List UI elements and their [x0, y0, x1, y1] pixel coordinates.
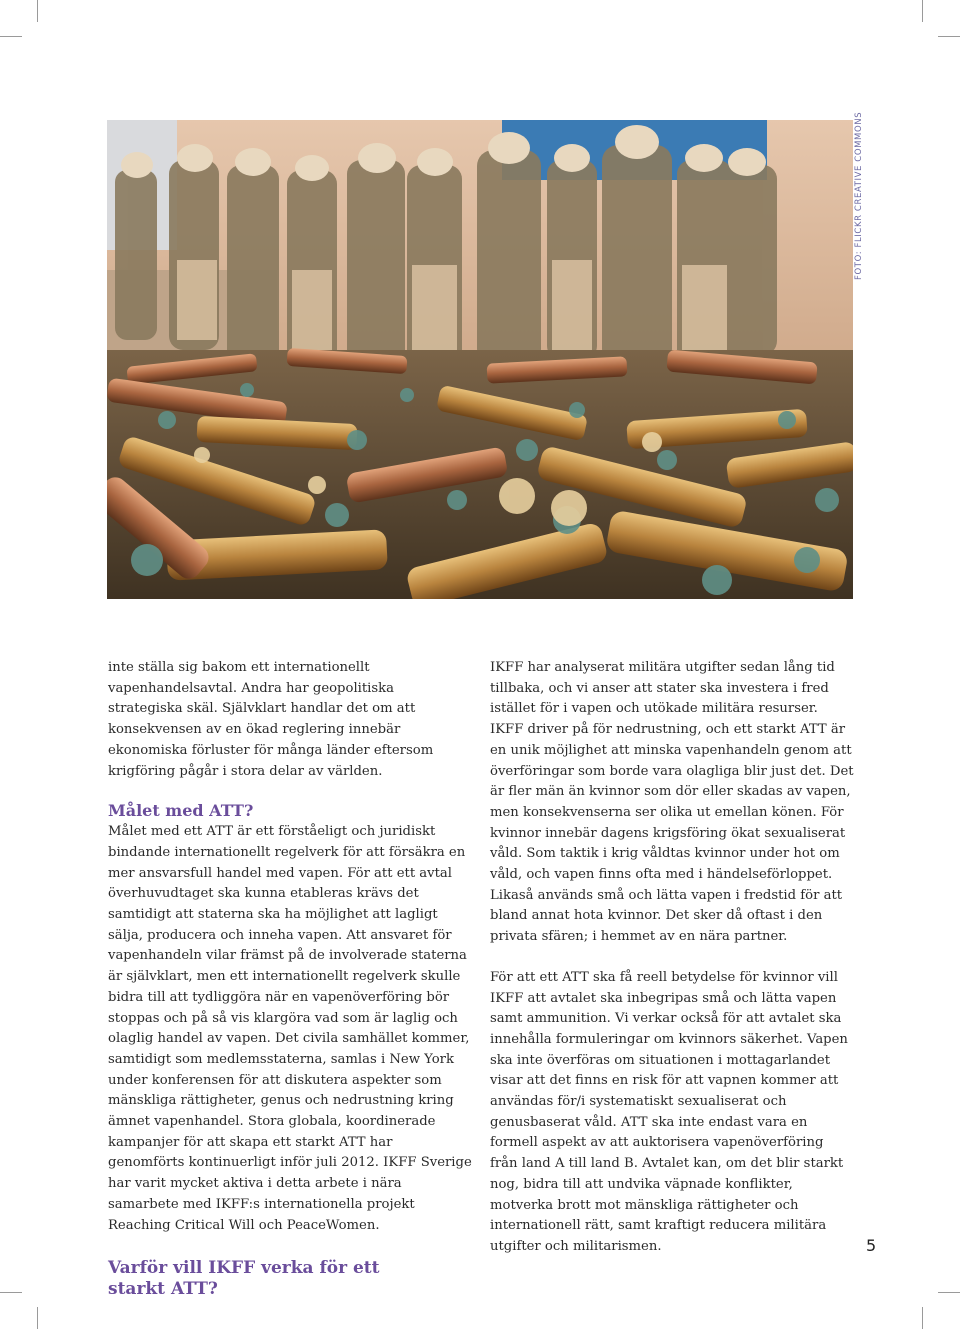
crop-mark	[938, 1292, 960, 1293]
intro-paragraph: inte ställa sig bakom ett internationellt vapenhandelsavtal. Andra har geopolitiska strategiska skäl. Självklart handlar det om att konsekvensen av en ökad reglering innebär ekonomiska förluster för många länder eftersom krigföring pågår i stora delar av världen.	[108, 660, 434, 779]
crop-mark	[922, 1307, 923, 1329]
crop-mark	[922, 0, 923, 22]
section-heading-why: Varför vill IKFF verka för ett starkt ATT?	[108, 1258, 380, 1300]
crop-mark	[37, 1307, 38, 1329]
women-paragraph: För att ett ATT ska få reell betydelse för kvinnor vill IKFF att avtalet ska inbegripas små och lätta vapen samt ammunition. Vi verkar också för att avtalet ska innehålla formuleringar om kvinnors säkerhet. Vapen ska inte överföras om situationen i mottagarlandet visar att det finns en risk för att vapnen kommer att användas för/i systematiskt sexualiserat och genusbaserat våld. ATT ska inte endast vara en formell aspekt av att auktorisera vapenöverföring från land A till land B. Avtalet kan, om det blir starkt nog, bidra till att undvika väpnade konflikter, motverka brott mot mänskliga rättigheter och internationell rätt, samt kraftigt reducera militära utgifter och militarismen.	[490, 969, 848, 1254]
section-heading-goal: Målet med ATT?	[108, 801, 254, 821]
crop-mark	[938, 36, 960, 37]
crop-mark	[0, 36, 22, 37]
analysis-paragraph: IKFF har analyserat militära utgifter sedan lång tid tillbaka, och vi anser att stater ska investera i fred istället för i vapen och utökade militära resurser. IKFF driver på för nedrustning, och ett starkt ATT är en unik möjlighet att minska vapenhandeln genom att överföringar som borde vara olagliga blir just det. Det är fler män än kvinnor som dör eller skadas av vapen, men konsekvenserna ser olika ut emellan könen. För kvinnor innebär dagens krigsföring ökat sexualiserat våld. Som taktik i krig våldtas kvinnor under hot om våld, och vapen finns ofta med i händelseförloppet. Likaså används små och lätta vapen i fredstid för att bland annat hota kvinnor. Det sker då oftast i den privata sfären; i hemmet av en nära partner.	[490, 660, 854, 945]
left-column	[108, 658, 472, 1300]
soldiers-ammunition-photo	[107, 120, 853, 599]
crop-mark	[37, 0, 38, 22]
goal-paragraph: Målet med ett ATT är ett förståeligt och juridiskt bindande internationellt regelverk för att försäkra en mer ansvarsfull handel med vapen. För att ett avtal överhuvudtaget ska kunna etableras krävs det samtidigt att staterna ska ha möjlighet att lagligt sälja, producera och inneha vapen. Att ansvaret för vapenhandeln vilar främst på de involverade staterna är självklart, men ett internationellt regelverk skulle bidra till att tydliggöra när en vapenöverföring bör stoppas och på så vis klargöra vad som är laglig och olaglig handel av vapen. Det civila samhället kommer, samtidigt som medlemsstaterna, samlas i New York under konferensen för att diskutera aspekter som mänskliga rättigheter, genus och nedrustning kring ämnet vapenhandel. Stora globala, koordinerade kampanjer för att skapa ett starkt ATT har genomförts kontinuerligt inför juli 2012. IKFF Sverige har varit mycket aktiva i detta arbete i nära samarbete med IKFF:s internationella projekt Reaching Critical Will och PeaceWomen.	[108, 824, 472, 1233]
right-column	[490, 658, 854, 1258]
crop-mark	[0, 1292, 22, 1293]
photo-credit: FOTO: FLICKR CREATIVE COMMONS	[854, 111, 864, 280]
page-number: 5	[866, 1236, 877, 1255]
